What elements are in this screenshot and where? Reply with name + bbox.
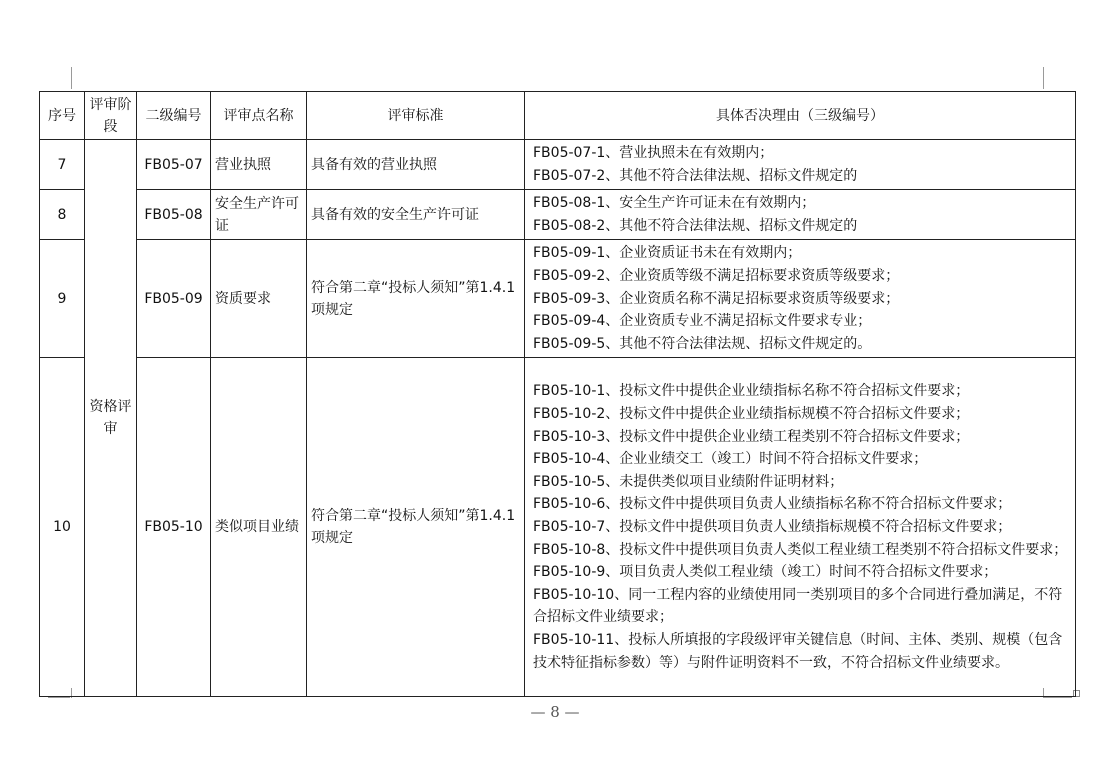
reason-line: FB05-10-4、企业业绩交工（竣工）时间不符合招标文件要求； <box>533 451 928 468</box>
row-name: 类似项目业绩 <box>211 358 307 697</box>
reason-line: FB05-07-2、其他不符合法律法规、招标文件规定的 <box>533 167 858 184</box>
reason-line: FB05-08-2、其他不符合法律法规、招标文件规定的 <box>533 217 858 234</box>
header-name: 评审点名称 <box>211 92 307 140</box>
row-standard: 具备有效的营业执照 <box>307 140 525 190</box>
reason-line: FB05-09-4、企业资质专业不满足招标文件要求专业； <box>533 313 872 330</box>
header-seq: 序号 <box>40 92 85 140</box>
reason-line: FB05-10-8、投标文件中提供项目负责人类似工程业绩工程类别不符合招标文件要求； <box>533 541 1068 558</box>
row-seq: 9 <box>40 240 85 358</box>
row-standard: 具备有效的安全生产许可证 <box>307 190 525 240</box>
reason-line: FB05-10-7、投标文件中提供项目负责人业绩指标规模不符合招标文件要求； <box>533 519 1012 536</box>
table-row <box>40 140 1076 190</box>
row-code: FB05-09 <box>137 240 211 358</box>
table-row <box>40 358 1076 697</box>
reason-line: FB05-09-2、企业资质等级不满足招标要求资质等级要求； <box>533 267 900 284</box>
row-reasons <box>525 190 1076 240</box>
row-reasons <box>525 240 1076 358</box>
row-name: 营业执照 <box>211 140 307 190</box>
reason-line: FB05-09-3、企业资质名称不满足招标要求资质等级要求； <box>533 290 900 307</box>
reason-line: FB05-10-9、项目负责人类似工程业绩（竣工）时间不符合招标文件要求； <box>533 564 998 581</box>
header-standard: 评审标准 <box>307 92 525 140</box>
reason-line: FB05-09-5、其他不符合法律法规、招标文件规定的。 <box>533 335 872 352</box>
row-standard: 符合第二章“投标人须知”第1.4.1项规定 <box>307 240 525 358</box>
reason-line: FB05-10-11、投标人所填报的字段级评审关键信息（时间、主体、类别、规模（包含技术特征指标参数）等）与附件证明资料不一致，不符合招标文件业绩要求。 <box>533 632 1063 671</box>
row-reasons <box>525 358 1076 697</box>
header-code: 二级编号 <box>137 92 211 140</box>
review-table <box>39 91 1076 697</box>
reason-line: FB05-10-3、投标文件中提供企业业绩工程类别不符合招标文件要求； <box>533 428 970 445</box>
row-name: 资质要求 <box>211 240 307 358</box>
reason-line: FB05-10-1、投标文件中提供企业业绩指标名称不符合招标文件要求； <box>533 383 970 400</box>
table-row <box>40 190 1076 240</box>
row-seq: 8 <box>40 190 85 240</box>
reason-line: FB05-07-1、营业执照未在有效期内； <box>533 145 774 161</box>
row-seq: 7 <box>40 140 85 190</box>
row-code: FB05-07 <box>137 140 211 190</box>
header-stage: 评审阶段 <box>85 92 137 140</box>
crop-mark-top-right-v <box>1043 67 1044 89</box>
page-number: — 8 — <box>530 703 580 721</box>
stage-cell: 资格评审 <box>85 140 137 697</box>
row-name: 安全生产许可证 <box>211 190 307 240</box>
row-code: FB05-10 <box>137 358 211 697</box>
reason-line: FB05-08-1、安全生产许可证未在有效期内； <box>533 195 816 212</box>
row-reasons <box>525 140 1076 190</box>
reason-line: FB05-09-1、企业资质证书未在有效期内； <box>533 245 802 262</box>
crop-mark-top-left-v <box>71 67 72 89</box>
reason-line: FB05-10-2、投标文件中提供企业业绩指标规模不符合招标文件要求； <box>533 406 970 423</box>
reason-line: FB05-10-6、投标文件中提供项目负责人业绩指标名称不符合招标文件要求； <box>533 496 1012 513</box>
row-code: FB05-08 <box>137 190 211 240</box>
reason-line: FB05-10-5、未提供类似项目业绩附件证明材料； <box>533 473 844 490</box>
row-seq: 10 <box>40 358 85 697</box>
table-row <box>40 240 1076 358</box>
header-row <box>40 92 1076 140</box>
reason-line: FB05-10-10、同一工程内容的业绩使用同一类别项目的多个合同进行叠加满足，不符合招标文件业绩要求； <box>533 586 1063 626</box>
row-standard: 符合第二章“投标人须知”第1.4.1项规定 <box>307 358 525 697</box>
header-reasons: 具体否决理由（三级编号） <box>525 92 1076 140</box>
